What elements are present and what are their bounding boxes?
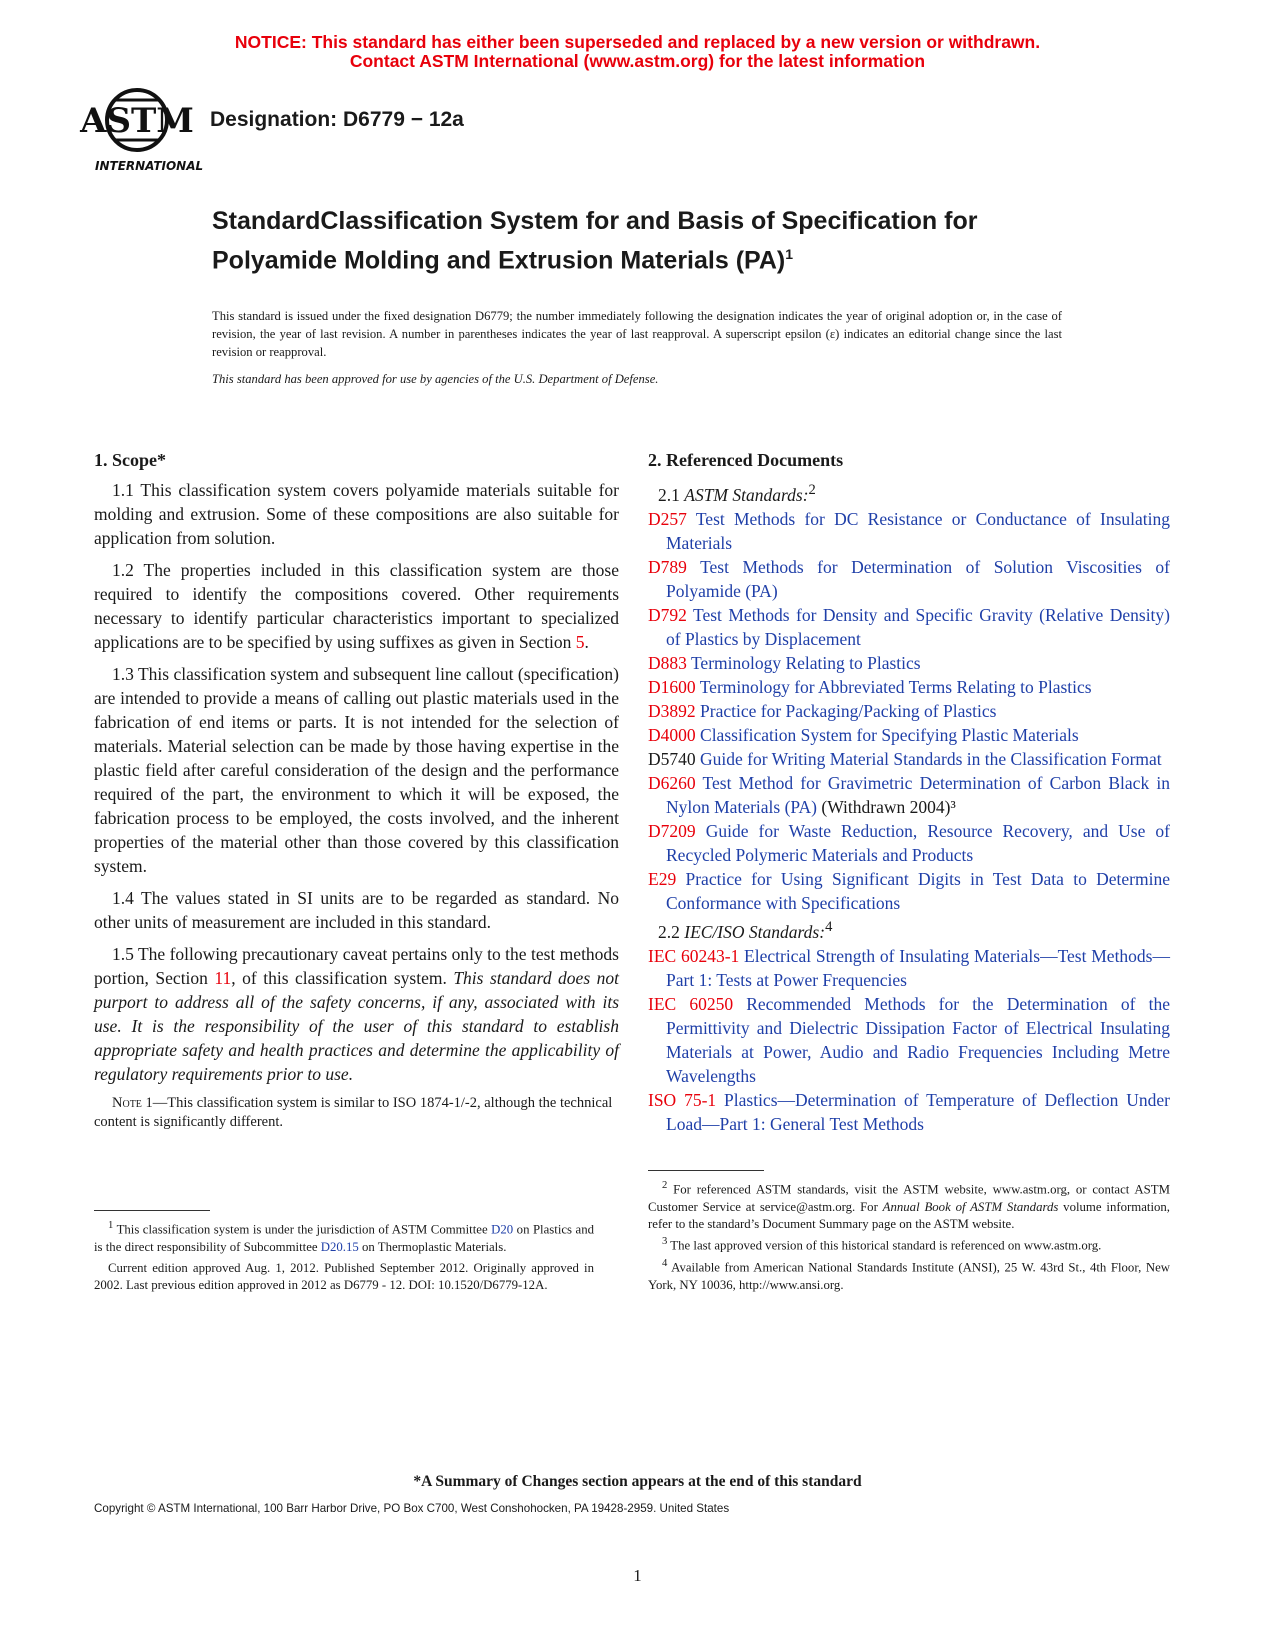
reference-title-link[interactable]: Test Method for Gravimetric Determination of Carbon Black in Nylon Materials (PA) [666,772,1171,817]
footnote-2-text-b: volume information, refer to the standard’s Document Summary page on the ASTM website. [648,1199,1170,1232]
reference-code-link[interactable]: D1600 [648,676,696,697]
designation: Designation: D6779 − 12a [210,108,464,131]
scope-para-1-1: 1.1 This classification system covers polyamide materials suitable for molding and extrusion. Some of these compositions are also suitable for application from solution. [94,480,619,548]
reference-title-link[interactable]: Guide for Waste Reduction, Resource Recovery, and Use of Recycled Polymeric Materials and Products [666,820,1170,865]
reference-item [648,555,1170,603]
astm-subheading-label: ASTM Standards: [684,484,809,505]
reference-code-link[interactable]: D883 [648,652,687,673]
reference-code-link[interactable]: D3892 [648,700,696,721]
section-5-link[interactable]: 5 [575,632,585,652]
reference-title-link[interactable]: Classification System for Specifying Plastic Materials [700,724,1079,745]
footnote-3-text: The last approved version of this historical standard is referenced on www.astm.org. [667,1238,1102,1253]
astm-standards-subheading [658,478,1170,507]
reference-item [648,507,1170,555]
footnote-divider [94,1210,210,1211]
scope-heading: 1. Scope* [94,450,166,470]
svg-text:ASTM: ASTM [80,101,194,141]
note-text: —This classification system is similar to ISO 1874-1/-2, although the technical content is significantly different. [94,1095,613,1130]
title-footnote-mark: 1 [785,246,794,262]
scope-para-1-4: 1.4 The values stated in SI units are to be regarded as standard. No other units of measurement are included in this standard. [94,888,619,932]
reference-item [648,747,1170,771]
footnote-4 [648,1255,1170,1294]
logo-text: INTERNATIONAL [95,159,204,173]
astm-logo-icon [80,86,204,176]
reference-title-link[interactable]: Test Methods for DC Resistance or Conductance of Insulating Materials [666,508,1170,553]
title-line-2 [212,238,1112,277]
page-number: 1 [633,1566,642,1585]
reference-item [648,771,1170,819]
astm-international-logo [80,86,204,176]
summary-of-changes-notice: *A Summary of Changes section appears at the end of this standard [413,1473,862,1490]
committee-d20-link[interactable]: D20 [491,1222,514,1237]
scope-para-1-2-text: 1.2 The properties included in this classification system are those required to identify the compositions covered. Other requirements necessary to identify particular characteristics important to specialized applications are to be specified by using suffixes as given in Section [94,560,619,652]
copyright-line: Copyright © ASTM International, 100 Barr Harbor Drive, PO Box C700, West Conshohocken, PA 19428-2959. United States [94,1502,730,1515]
reference-title-link[interactable]: Electrical Strength of Insulating Materials—Test Methods—Part 1: Tests at Power Frequencies [666,945,1170,990]
iec-subheading-label: IEC/ISO Standards: [684,921,826,942]
scope-para-1-3: 1.3 This classification system and subsequent line callout (specification) are intended to provide a means of calling out plastic materials used in the fabrication of end items or parts. It is not intended for the selection of materials. Material selection can be made by those having expertise in the plastic field after careful consideration of the design and the performance required of the part, the environment to which it will be exposed, the fabrication process to be employed, the costs involved, and the inherent properties of the material other than those covered by this classification system. [94,664,619,876]
notice-line-1: NOTICE: This standard has either been superseded and replaced by a new version or withdrawn. [234,32,1041,52]
footnote-1-text-b: on Plastics and is the direct responsibility of Subcommittee [94,1222,594,1254]
footnote-2 [648,1177,1170,1233]
reference-code-link[interactable]: D257 [648,508,687,529]
footnote-2-mark: 2 [662,1180,668,1191]
note-label: Note 1 [112,1095,153,1111]
footnotes-right [648,1170,1170,1294]
footnote-2-text-a: For referenced ASTM standards, visit the ASTM website, www.astm.org, or contact ASTM Customer Service at service@astm.org. For [648,1182,1170,1214]
reference-title-link[interactable]: Test Methods for Determination of Solution Viscosities of Polyamide (PA) [666,556,1170,601]
reference-item [648,1088,1170,1136]
reference-item [648,944,1170,992]
footnote-3-mark: 3 [662,1236,668,1248]
reference-item [648,603,1170,651]
astm-footnote-mark: 2 [808,482,816,498]
reference-code-link[interactable]: D4000 [648,724,696,745]
astm-subheading-number: 2.1 [658,484,680,505]
footnote-4-mark: 4 [662,1258,668,1270]
scope-para-1-5 [94,942,619,1086]
reference-code-link[interactable]: D5740 [648,748,696,769]
reference-item [648,675,1170,699]
scope-para-1-2-end: . [584,632,589,652]
reference-code-link[interactable]: IEC 60250 [648,993,734,1014]
footnote-2-italic: Annual Book of ASTM Standards [882,1199,1059,1214]
reference-title-link[interactable]: Guide for Writing Material Standards in the Classification Format [700,748,1162,769]
reference-item [648,867,1170,915]
reference-item [648,992,1170,1088]
scope-section [94,448,619,1132]
reference-code-link[interactable]: IEC 60243-1 [648,945,740,966]
document-title [212,205,1112,277]
scope-para-1-5-text: 1.5 The following precautionary caveat pertains only to the test methods portion, Section [94,944,619,988]
title-line-2-text: Polyamide Molding and Extrusion Materials (PA) [212,246,786,275]
scope-para-1-5-mid: , of this classification system. [231,968,454,988]
astm-reference-list [648,507,1170,915]
footnote-1-text-c: on Thermoplastic Materials. [358,1239,507,1254]
reference-title-link[interactable]: Test Methods for Density and Specific Gravity (Relative Density) of Plastics by Displacement [666,604,1170,649]
reference-code-link[interactable]: ISO 75-1 [648,1089,717,1110]
subcommittee-d20-15-link[interactable]: D20.15 [320,1239,359,1254]
scope-para-1-2 [94,558,619,654]
reference-title-link[interactable]: Terminology Relating to Plastics [690,652,921,673]
dod-approval: This standard has been approved for use by agencies of the U.S. Department of Defense. [212,372,659,386]
reference-item [648,723,1170,747]
reference-code-link[interactable]: E29 [648,868,677,889]
reference-title-link[interactable]: Terminology for Abbreviated Terms Relating to Plastics [699,676,1092,697]
superseded-notice [0,33,1275,71]
reference-item [648,651,1170,675]
reference-title-link[interactable]: Plastics—Determination of Temperature of Deflection Under Load—Part 1: General Test Methods [666,1089,1171,1134]
reference-item [648,819,1170,867]
iec-iso-standards-subheading [658,915,1170,944]
edition-statement: Current edition approved Aug. 1, 2012. Published September 2012. Originally approved in 2002. Last previous edition approved in 2012 as D6779 - 12. DOI: 10.1520/D6779-12A. [94,1261,594,1293]
reference-tail: (Withdrawn 2004)³ [817,796,956,817]
iec-reference-list [648,944,1170,1136]
reference-code-link[interactable]: D792 [648,604,687,625]
referenced-documents-section [648,448,1170,1136]
reference-title-link[interactable]: Practice for Packaging/Packing of Plastics [700,700,997,721]
issuance-text: This standard is issued under the fixed designation D6779; the number immediately following the designation indicates the year of original adoption or, in the case of revision, the year of last revision. A number in parentheses indicates the year of last reapproval. A superscript epsilon (ε) indicates an editorial change since the last revision or reapproval. [212,309,1062,359]
footnote-4-text: Available from American National Standards Institute (ANSI), 25 W. 43rd St., 4th Floor, New York, NY 10036, http://www.ansi.org. [648,1260,1170,1292]
reference-code-link[interactable]: D7209 [648,820,696,841]
note-1 [94,1094,619,1132]
referenced-heading: 2. Referenced Documents [648,450,844,470]
reference-item [648,699,1170,723]
footnotes-left [94,1210,594,1295]
title-line-1: StandardClassification System for and Basis of Specification for [212,207,978,235]
issuance-statement [212,307,1062,388]
footnote-1-mark: 1 [108,1220,114,1231]
safety-caveat: This standard does not purport to address all of the safety concerns, if any, associated with its use. It is the responsibility of the user of this standard to establish appropriate safety and health practices and determine the applicability of regulatory requirements prior to use. [94,968,619,1084]
iec-footnote-mark: 4 [825,918,833,935]
reference-title-link[interactable]: Recommended Methods for the Determination of the Permittivity and Dielectric Dissipation Factor of Electrical Insulating Materials at Power, Audio and Radio Frequencies Including Metre Wavelengths [666,993,1170,1086]
footnote-1 [94,1217,594,1256]
iec-subheading-number: 2.2 [658,921,680,942]
footnote-1-text-a: This classification system is under the jurisdiction of ASTM Committee [113,1222,492,1237]
footnote-3 [648,1233,1170,1255]
reference-title-link[interactable]: Practice for Using Significant Digits in Test Data to Determine Conformance with Specifications [666,868,1170,913]
reference-code-link[interactable]: D789 [648,556,687,577]
reference-code-link[interactable]: D6260 [648,772,696,793]
section-11-link[interactable]: 11 [214,968,232,988]
footnote-divider [648,1170,764,1171]
notice-line-2: Contact ASTM International (www.astm.org) for the latest information [349,51,926,71]
